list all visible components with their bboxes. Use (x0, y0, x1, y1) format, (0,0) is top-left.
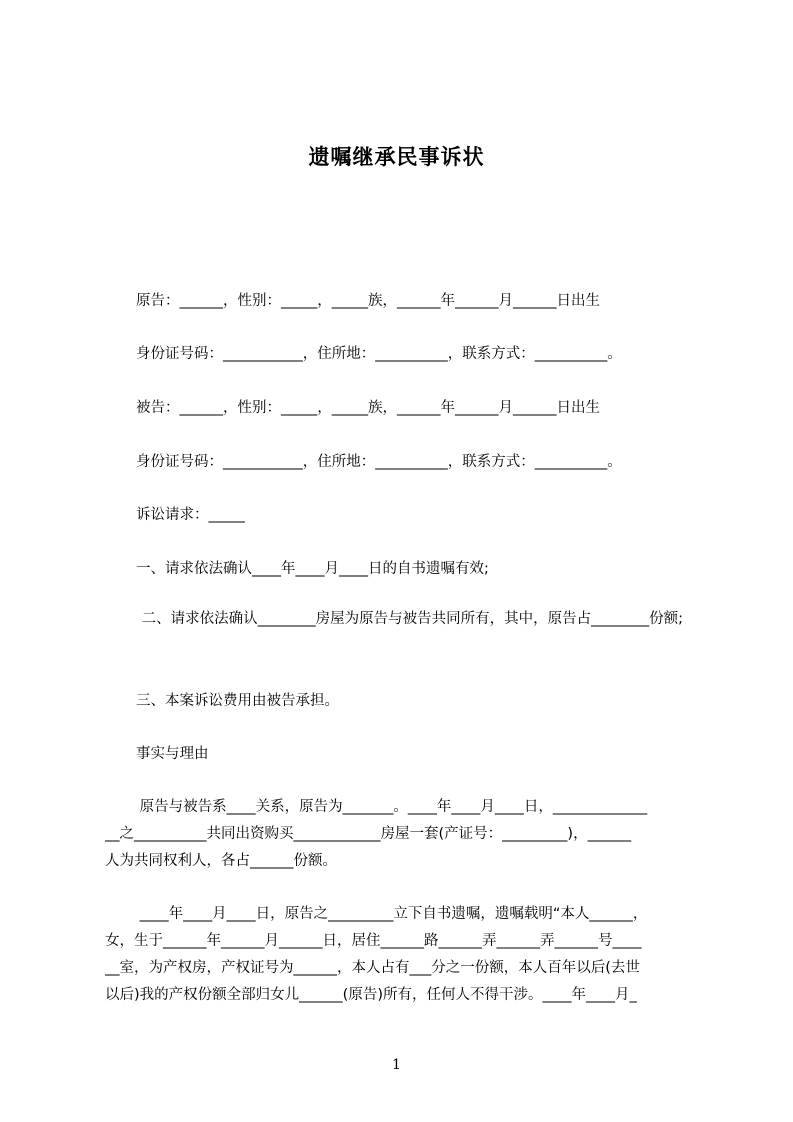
defendant-id-line: 身份证号码：___________，住所地：__________，联系方式：__________。 (136, 454, 622, 470)
facts-heading: 事实与理由 (136, 746, 209, 762)
plaintiff-info-line: 原告：______，性别：_____，_____族，______年______月______日出生 (136, 293, 600, 309)
facts-paragraph-1: 原告与被告系____关系，原告为_______。____年____月____日，_____________ __之__________共同出资购买____________房屋一套(产证号：_________)，______ 人为共同权利人，各占______份额。 (105, 799, 648, 869)
claim-item-1: 一、请求依法确认____年____月____日的自书遗嘱有效; (136, 561, 489, 577)
claims-heading: 诉讼请求：_____ (136, 507, 245, 523)
page-title: 遗嘱继承民事诉状 (308, 145, 485, 169)
plaintiff-id-line: 身份证号码：___________，住所地：__________，联系方式：__________。 (136, 346, 622, 362)
facts-paragraph-2: ____年____月____日，原告之_________立下自书遗嘱，遗嘱载明“本人______， 女，生于______年______月______日，居住______路______弄______弄______号____ __室，为产权房，产权证号为______，本人占有___分之一份额，本人百年以后(去世 以后)我的产权份额全部归女儿______(原告)所有，任何人不得干涉。____年____月_ (105, 906, 648, 1003)
claim-item-3: 三、本案诉讼费用由被告承担。 (136, 693, 339, 709)
page-number: 1 (392, 1057, 401, 1073)
defendant-info-line: 被告：______，性别：_____，_____族，______年______月______日出生 (136, 400, 600, 416)
claim-item-2: 二、请求依法确认________房屋为原告与被告共同所有，其中，原告占________份额; (137, 611, 683, 627)
